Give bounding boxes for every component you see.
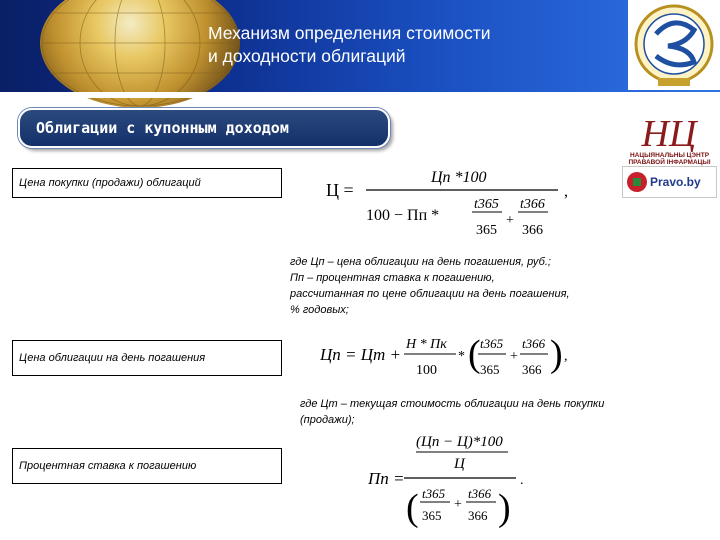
svg-text:(: ( — [468, 333, 481, 375]
note-2 — [300, 396, 710, 428]
f2-t365: t365 — [480, 336, 504, 351]
f3-t365: t365 — [422, 486, 446, 501]
label-redemption-price: Цена облигации на день погашения — [12, 340, 282, 376]
f1-lhs: Ц = — [326, 180, 354, 200]
svg-text:): ) — [550, 333, 563, 375]
note-1-line-1: где Цп – цена облигации на день погашения, руб.; — [290, 256, 551, 268]
f2-comma: , — [564, 349, 568, 364]
ng-monogram-icon — [622, 112, 717, 152]
university-logo — [628, 0, 720, 90]
f2-d365: 365 — [480, 362, 500, 377]
f3-t366: t366 — [468, 486, 492, 501]
f2-den: 100 — [416, 363, 437, 378]
svg-text:): ) — [498, 487, 511, 528]
formula-redemption-rate — [368, 428, 568, 528]
f3-num-bottom: Ц — [454, 456, 465, 472]
f2-t366: t366 — [522, 336, 546, 351]
emblem-icon — [628, 0, 720, 90]
f1-t365: t365 — [474, 197, 499, 212]
note-1-line-3: рассчитанная по цене облигации на день погашения, — [290, 288, 570, 300]
svg-text:(: ( — [406, 487, 419, 528]
coat-of-arms-icon — [623, 167, 651, 197]
f3-d366: 366 — [468, 508, 488, 523]
f3-lhs: Пп = — [368, 469, 405, 488]
formula-redemption-price — [320, 330, 580, 382]
header-divider — [0, 92, 720, 98]
f1-d366: 366 — [522, 223, 543, 238]
f2-d366: 366 — [522, 362, 542, 377]
f3-num-top: (Цп − Ц)*100 — [416, 434, 503, 450]
note-1-line-4: % годовых; — [290, 304, 349, 316]
label-purchase-price: Цена покупки (продажи) облигаций — [12, 168, 282, 198]
formula-price — [326, 162, 586, 242]
section-title: Облигации с купонным доходом — [18, 108, 390, 148]
svg-text:+: + — [506, 213, 514, 228]
f1-comma: , — [564, 183, 568, 200]
f1-d365: 365 — [476, 223, 497, 238]
note-2-line-2: (продажи); — [300, 414, 355, 426]
label-redemption-rate: Процентная ставка к погашению — [12, 448, 282, 484]
f3-d365: 365 — [422, 508, 442, 523]
svg-text:+: + — [454, 497, 462, 512]
f2-num: Н * Пк — [406, 337, 447, 352]
f1-numerator: Цп *100 — [431, 169, 487, 186]
f2-lhs: Цп = Цт + — [320, 345, 402, 364]
svg-text:+: + — [510, 349, 518, 364]
note-1-line-2: Пп – процентная ставка к погашению, — [290, 272, 495, 284]
f2-star: * — [458, 349, 465, 364]
ng-logo-text: НАЦЫЯНАЛЬНЫ ЦЭНТР ПРАВАВОЙ ІНФАРМАЦЫІ — [628, 152, 711, 166]
pravo-link[interactable]: Pravo.by — [650, 175, 701, 189]
note-1 — [290, 254, 670, 318]
f3-dot: . — [520, 473, 524, 488]
title-line-2: и доходности облигаций — [208, 46, 406, 66]
note-2-line-1: где Цт – текущая стоимость облигации на день покупки — [300, 398, 605, 410]
page-title — [208, 22, 628, 68]
f1-t366: t366 — [520, 197, 545, 212]
svg-text:НЦ: НЦ — [641, 113, 697, 152]
f1-den-left: 100 − Пп * — [366, 207, 440, 224]
title-line-1: Механизм определения стоимости — [208, 23, 491, 43]
